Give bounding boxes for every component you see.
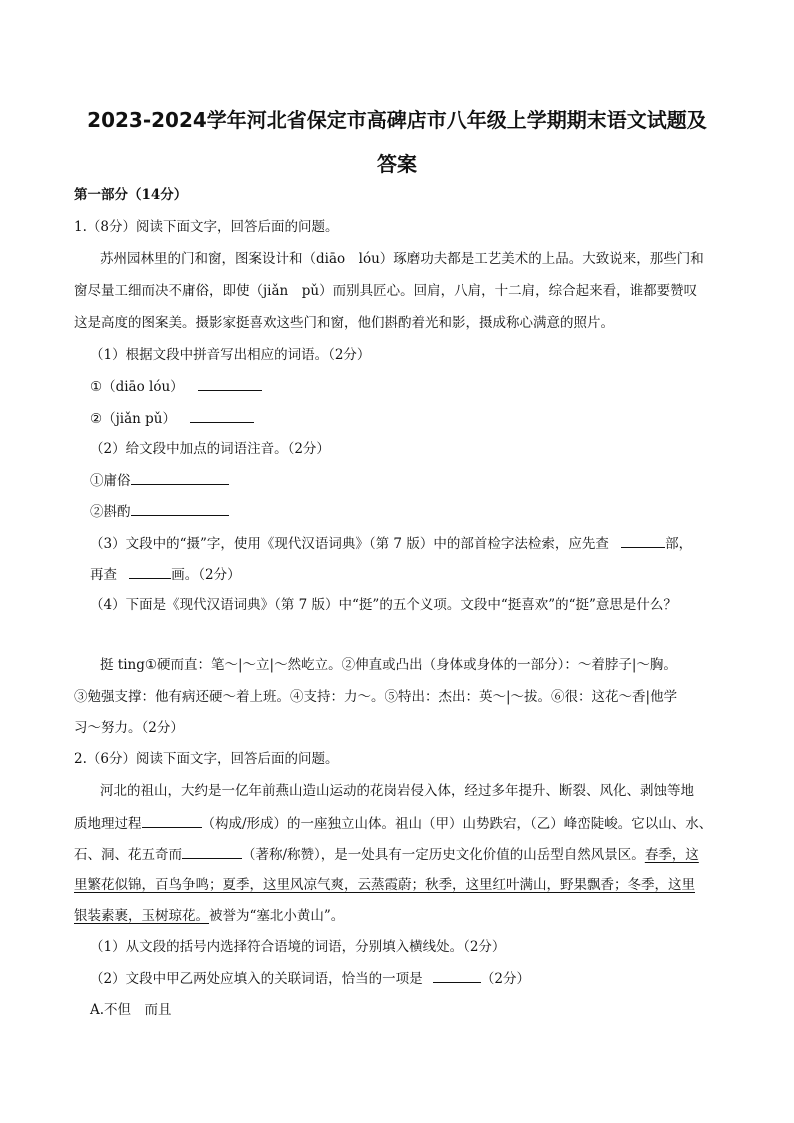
q1-sub-3-line-2 bbox=[90, 564, 241, 585]
q2-heading: 2.（6分）阅读下面文字，回答后面的问题。 bbox=[74, 751, 339, 767]
q1-sub-3-suffix: 部， bbox=[665, 536, 693, 552]
q2-passage-line-4: 里繁花似锦，百鸟争鸣；夏季，这里风凉气爽，云蒸霞蔚；秋季，这里红叶满山，野果飘香；冬季，这里 bbox=[74, 877, 695, 893]
q2-sub-1: （1）从文段的括号内选择符合语境的词语，分别填入横线处。（2分） bbox=[90, 939, 506, 955]
answer-blank[interactable] bbox=[433, 968, 481, 983]
q1-sub-1b-label: ②（jiǎn pǔ） bbox=[90, 411, 176, 427]
title-line-2: 答案 bbox=[377, 152, 417, 176]
q2-passage-line-5 bbox=[74, 906, 344, 926]
answer-blank[interactable] bbox=[190, 408, 254, 423]
answer-blank[interactable] bbox=[131, 470, 229, 485]
q1-sub-2b-label: ②斟酌 bbox=[90, 504, 131, 520]
q2-passage-line-3a: 石、洞、花五奇而 bbox=[74, 847, 182, 863]
dictionary-entry-line-2: ③勉强支撑：他有病还硬～着上班。④支持：力～。⑤特出：杰出：英～|～拔。⑥很：这花～香|他学 bbox=[74, 689, 678, 705]
q1-passage-line-2: 窗尽量工细而决不庸俗，即使（jiǎn pǔ）而别具匠心。回肩，八肩，十二肩，综合起来看，谁都要赞叹 bbox=[74, 283, 698, 299]
underlined-text: 银装素裹，玉树琼花。 bbox=[74, 908, 209, 924]
dictionary-entry-line-1: 挺 ting①硬而直：笔～|～立|～然屹立。②伸直或凸出（身体或身体的一部分）：～着脖子|～胸。 bbox=[100, 657, 677, 673]
dictionary-entry-line-3: 习～努力。（2分） bbox=[74, 720, 184, 736]
q2-sub-2-score: （2分） bbox=[480, 971, 530, 987]
q2-passage-line-2 bbox=[74, 813, 712, 834]
q1-sub-3-prefix: 再查 bbox=[90, 567, 117, 583]
q1-sub-3-line-1 bbox=[90, 533, 692, 554]
answer-blank[interactable] bbox=[621, 533, 665, 548]
q2-sub-2-text: （2）文段中甲乙两处应填入的关联词语，恰当的一项是 bbox=[90, 971, 423, 987]
answer-blank[interactable] bbox=[129, 564, 171, 579]
q1-heading: 1.（8分）阅读下面文字，回答后面的问题。 bbox=[74, 219, 339, 235]
q2-passage-line-3b: （著称/称赞），是一处具有一定历史文化价值的山岳型自然风景区。 bbox=[242, 847, 645, 863]
q2-passage-line-1: 河北的祖山，大约是一亿年前燕山造山运动的花岗岩侵入体，经过多年提升、断裂、风化、剥蚀等地 bbox=[100, 783, 694, 799]
answer-blank[interactable] bbox=[142, 813, 202, 828]
q1-passage-line-3: 这是高度的图案美。摄影家挺喜欢这些门和窗，他们斟酌着光和影，摄成称心满意的照片。 bbox=[74, 315, 614, 331]
document-title bbox=[60, 98, 734, 186]
q1-sub-1b bbox=[90, 408, 254, 429]
q1-sub-3-text: （3）文段中的“摄”字，使用《现代汉语词典》（第 7 版）中的部首检字法检索，应先查 bbox=[90, 536, 609, 552]
q2-passage-line-2b: （构成/形成）的一座独立山体。祖山（甲）山势跌宕，（乙）峰峦陡峻。它以山、水、 bbox=[201, 816, 713, 832]
answer-blank[interactable] bbox=[182, 844, 242, 859]
part-heading: 第一部分（14分） bbox=[74, 187, 188, 203]
q2-passage-line-3 bbox=[74, 844, 699, 865]
q1-sub-1: （1）根据文段中拼音写出相应的词语。（2分） bbox=[90, 347, 371, 363]
underlined-text: 春季，这 bbox=[644, 847, 699, 863]
q1-sub-2a bbox=[90, 470, 229, 491]
q2-passage-line-2a: 质地理过程 bbox=[74, 816, 142, 832]
q1-sub-2: （2）给文段中加点的词语注音。（2分） bbox=[90, 441, 330, 457]
answer-blank[interactable] bbox=[131, 501, 229, 516]
title-line-1: 2023-2024学年河北省保定市高碑店市八年级上学期期末语文试题及 bbox=[87, 108, 707, 132]
q1-sub-2b bbox=[90, 501, 229, 522]
q2-option-a[interactable]: A.不但 而且 bbox=[90, 1002, 172, 1018]
q1-sub-3-end: 画。（2分） bbox=[171, 567, 241, 583]
answer-blank[interactable] bbox=[198, 376, 262, 391]
q2-sub-2 bbox=[90, 968, 530, 989]
q1-passage-line-1: 苏州园林里的门和窗，图案设计和（diāo lóu）琢磨功夫都是工艺美术的上品。大致说来，那些门和 bbox=[100, 251, 704, 267]
q1-sub-1a-label: ①（diāo lóu） bbox=[90, 379, 184, 395]
q1-sub-2a-label: ①庸俗 bbox=[90, 473, 131, 489]
q1-sub-1a bbox=[90, 376, 262, 397]
q2-passage-line-5b: 被誉为“塞北小黄山”。 bbox=[209, 908, 345, 924]
q1-sub-4: （4）下面是《现代汉语词典》（第 7 版）中“挺”的五个义项。文段中“挺喜欢”的“挺”意思是什么？ bbox=[90, 597, 677, 613]
